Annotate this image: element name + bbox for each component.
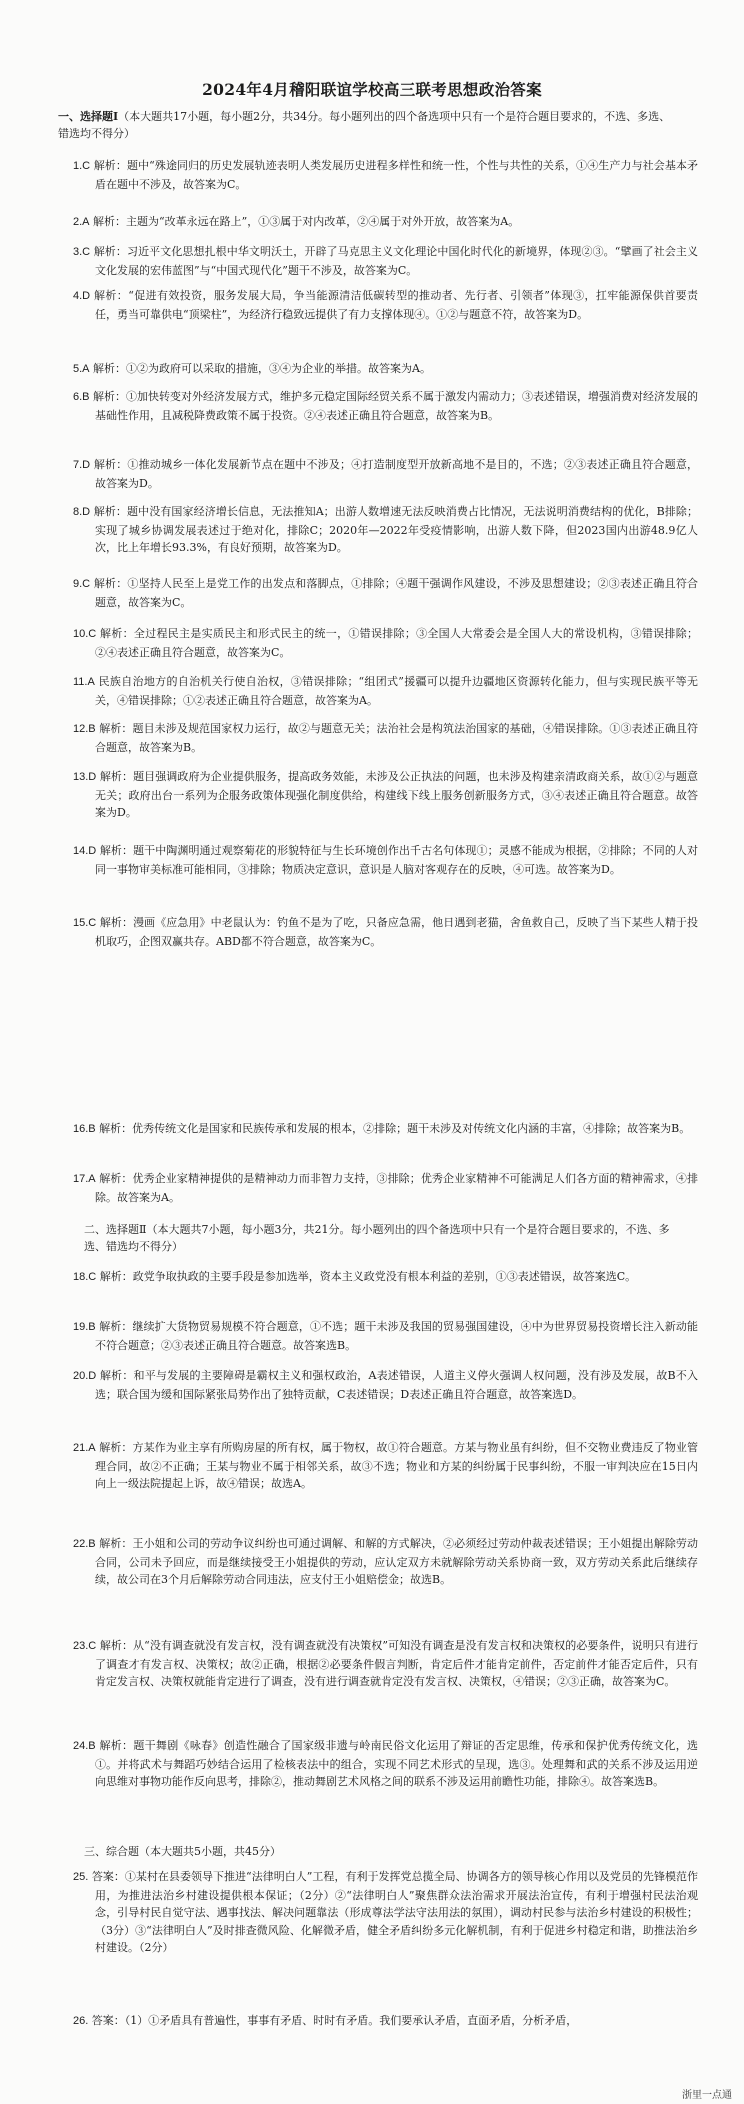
answer-number: 10.C	[73, 628, 97, 640]
section-1-header	[58, 108, 678, 142]
section-3-header: 三、综合题（本大题共5小题，共45分）	[84, 1845, 281, 1858]
answer-number: 13.D	[73, 771, 97, 783]
answer-number: 3.C	[73, 246, 91, 258]
answer-number: 25.	[73, 1871, 89, 1883]
answer-number: 17.A	[73, 1173, 96, 1185]
answer-item	[73, 768, 698, 822]
answer-item	[73, 213, 698, 232]
answer-number: 23.C	[73, 1640, 97, 1652]
answer-number: 20.D	[73, 1370, 97, 1382]
answer-number: 2.A	[73, 216, 90, 228]
answer-number: 7.D	[73, 459, 91, 471]
answer-number: 22.B	[73, 1538, 96, 1550]
answer-number: 6.B	[73, 391, 90, 403]
answer-text: 解析：题目未涉及规范国家权力运行，故②与题意无关；法治社会是构筑法治国家的基础，④错误排除。①③表述正确且符合题意，故答案为B。	[95, 722, 698, 754]
answer-item	[73, 1268, 698, 1287]
answer-text: 解析：①推动城乡一体化发展新节点在题中不涉及；④打造制度型开放新高地不是目的，不选；②③表述正确且符合题意，故答案为D。	[93, 458, 699, 490]
answer-item	[73, 1318, 698, 1354]
answer-item	[73, 673, 698, 709]
answer-item	[73, 1120, 698, 1139]
answer-text: 解析：①加快转变对外经济发展方式，维护多元稳定国际经贸关系不属于激发内需动力；③表述错误，增强消费对经济发展的基础性作用，且减税降费政策不属于投资。②④表述正确且符合题意，故答案为B。	[93, 390, 699, 422]
answer-text: 解析：优秀企业家精神提供的是精神动力而非智力支持，③排除；优秀企业家精神不可能满足人们各方面的精神需求，④排除。故答案为A。	[95, 1172, 698, 1204]
answer-number: 16.B	[73, 1123, 96, 1135]
answer-item	[73, 360, 698, 379]
answer-item	[73, 1170, 698, 1206]
answer-number: 1.C	[73, 160, 91, 172]
answer-item	[73, 157, 698, 193]
answer-number: 8.D	[73, 506, 91, 518]
answer-text: 解析：政党争取执政的主要手段是参加选举，资本主义政党没有根本利益的差别，①③表述错误，故答案选C。	[99, 1270, 637, 1283]
answer-item	[73, 1439, 698, 1493]
answer-item	[73, 456, 698, 492]
answer-text: 解析：题干舞剧《咏春》创造性融合了国家级非遗与岭南民俗文化运用了辩证的否定思维，传承和保护优秀传统文化，选①。并将武术与舞蹈巧妙结合运用了检核表法中的组合，实现不同艺术形式的呈现，选③。处理舞和武的关系不涉及运用逆向思维对事物功能作反向思考，排除②，推动舞剧艺术风格之间的联系不涉及运用前瞻性功能，排除④。故答案选B。	[95, 1739, 698, 1789]
answer-text: 解析：题干中陶渊明通过观察菊花的形貌特征与生长环境创作出千古名句体现①；灵感不能成为根据，②排除；不同的人对同一事物审美标准可能相同，③排除；物质决定意识，意识是人脑对客观存在的反映，④可选。故答案为D。	[95, 844, 698, 876]
answer-number: 12.B	[73, 723, 96, 735]
answer-text: 解析：方某作为业主享有所购房屋的所有权，属于物权，故①符合题意。方某与物业虽有纠纷，但不交物业费违反了物业管理合同，故②不正确；王某与物业不属于相邻关系，故③不选；物业和方某的纠纷属于民事纠纷，不服一审判决应在15日内向上一级法院提起上诉，故④错误；故选A。	[95, 1441, 698, 1491]
answer-number: 19.B	[73, 1321, 96, 1333]
answer-text: 解析：全过程民主是实质民主和形式民主的统一，①错误排除；③全国人大常委会是全国人大的常设机构，③错误排除；②④表述正确且符合题意，故答案为C。	[95, 627, 699, 659]
answer-text: 解析：习近平文化思想扎根中华文明沃土，开辟了马克思主义文化理论中国化时代化的新境界，体现②③。“擘画了社会主义文化发展的宏伟蓝图”与“中国式现代化”题干不涉及，故答案为C。	[93, 245, 699, 277]
answer-text: 解析：主题为“改革永远在路上”，①③属于对内改革，②④属于对外开放，故答案为A。	[93, 215, 520, 228]
section-1-label: 一、选择题Ⅰ	[58, 110, 119, 123]
answer-number: 24.B	[73, 1740, 96, 1752]
page-title: 2024年4月稽阳联谊学校高三联考思想政治答案	[202, 80, 542, 99]
answer-number: 5.A	[73, 363, 90, 375]
answer-text: 解析：从“没有调查就没有发言权，没有调查就没有决策权”可知没有调查是没有发言权和决策权的必要条件，说明只有进行了调查才有发言权、决策权；故②正确，根据②必要条件假言判断，肯定后件才能肯定前件，否定前件才能否定后件，只有肯定发言权、决策权就能肯定进行了调查，没有进行调查就肯定没有发言权、决策权，④错误；②③正确，故答案为C。	[95, 1639, 698, 1689]
answer-text: 解析：题中“殊途同归的历史发展轨迹表明人类发展历史进程多样性和统一性，个性与共性的关系，①④生产力与社会基本矛盾在题中不涉及，故答案为C。	[93, 159, 699, 191]
answer-number: 15.C	[73, 917, 97, 929]
answer-text: 解析：①②为政府可以采取的措施，③④为企业的举措。故答案为A。	[93, 362, 431, 375]
section-1-note: （本大题共17小题，每小题2分，共34分。每小题列出的四个备选项中只有一个是符合题目要求的，不选、多选、错选均不得分）	[58, 110, 671, 140]
answer-item	[73, 625, 698, 661]
answer-text: 民族自治地方的自治机关行使自治权，③错误排除；“组团式”援疆可以提升边疆地区资源转化能力，但与实现民族平等无关，④错误排除；①②表述正确且符合题意，故答案为A。	[95, 675, 698, 707]
answer-number: 4.D	[73, 290, 91, 302]
answer-item	[73, 1868, 698, 1957]
answer-text: 解析：漫画《应急用》中老鼠认为：钓鱼不是为了吃，只备应急需，他日遇到老猫，舍鱼救自己，反映了当下某些人精于投机取巧，企图双赢共存。ABD都不符合题意，故答案为C。	[95, 916, 698, 948]
answer-text: 解析：继续扩大货物贸易规模不符合题意，①不选；题干未涉及我国的贸易强国建设，④中为世界贸易投资增长注入新动能不符合题意；②③表述正确且符合题意。故答案选B。	[95, 1320, 698, 1352]
answer-number: 21.A	[73, 1442, 96, 1454]
section-2-header: 二、选择题Ⅱ（本大题共7小题，每小题3分，共21分。每小题列出的四个备选项中只有一个是符合题目要求的，不选、多选、错选均不得分）	[84, 1223, 670, 1253]
answer-text: 解析：王小姐和公司的劳动争议纠纷也可通过调解、和解的方式解决，②必须经过劳动仲裁表述错误；王小姐提出解除劳动合同，公司未予回应，而是继续接受王小姐提供的劳动，应认定双方未就解除劳动关系协商一致，双方劳动关系此后继续存续，故公司在3个月后解除劳动合同违法，应支付王小姐赔偿金；故选B。	[95, 1537, 698, 1587]
answer-item	[73, 842, 698, 878]
answer-item	[73, 243, 698, 279]
answer-item	[73, 1367, 698, 1403]
answer-item	[73, 720, 698, 756]
answer-item	[73, 503, 698, 557]
answer-item	[73, 1737, 698, 1791]
answer-item	[73, 575, 698, 611]
answer-number: 26.	[73, 2015, 89, 2027]
answer-item	[73, 914, 698, 950]
answer-item	[73, 2012, 698, 2031]
answer-item	[73, 388, 698, 424]
answer-text: 解析：和平与发展的主要障碍是霸权主义和强权政治，A表述错误，人道主义停火强调人权问题，没有涉及发展，故B不入选；联合国为缓和国际紧张局势作出了独特贡献，C表述错误；D表述正确且符合题意，故答案选D。	[95, 1369, 698, 1401]
answer-text: 解析：①坚持人民至上是党工作的出发点和落脚点，①排除；④题干强调作风建设，不涉及思想建设；②③表述正确且符合题意，故答案为C。	[93, 577, 699, 609]
answer-item	[73, 287, 698, 323]
answer-number: 11.A	[73, 676, 95, 688]
answer-item	[73, 1535, 698, 1589]
answer-text: 解析：优秀传统文化是国家和民族传承和发展的根本，②排除；题干未涉及对传统文化内涵的丰富，④排除；故答案为B。	[99, 1122, 691, 1135]
answer-number: 9.C	[73, 578, 91, 590]
answer-text: 解析：题目强调政府为企业提供服务，提高政务效能，未涉及公正执法的问题，也未涉及构建亲清政商关系，故①②与题意无关；政府出台一系列为企服务政策体现强化制度供给，构建线下线上服务创新服务方式，③④表述正确且符合题意。故答案为D。	[95, 770, 698, 820]
answer-text: 解析：“促进有效投资，服务发展大局，争当能源清洁低碳转型的推动者、先行者、引领者”体现③，扛牢能源保供首要责任，勇当可靠供电“顶梁柱”，为经济行稳致远提供了有力支撑体现④。①②与题意不符，故答案为D。	[94, 289, 698, 321]
answer-text: 解析：题中没有国家经济增长信息，无法推知A；出游人数增速无法反映消费占比情况，无法说明消费结构的优化，B排除；实现了城乡协调发展表述过于绝对化，排除C；2020年—2022年受疫情影响，出游人数下降，但2023国内出游48.9亿人次，比上年增长93.3%，有良好预期，故答案为D。	[93, 505, 699, 555]
answer-number: 18.C	[73, 1271, 97, 1283]
footer-watermark: 浙里一点通	[682, 2090, 732, 2101]
answer-item	[73, 1637, 698, 1691]
answer-text: 答案：①某村在县委领导下推进“法律明白人”工程，有利于发挥党总揽全局、协调各方的领导核心作用以及党员的先锋模范作用，为推进法治乡村建设提供根本保证；（2分）②“法律明白人”聚焦群众法治需求开展法治宣传，有利于增强村民法治观念，引导村民自觉守法、遇事找法、解决问题靠法（形成尊法学法守法用法的氛围），调动村民参与法治乡村建设的积极性；（3分）③“法律明白人”及时排查微风险、化解微矛盾，健全矛盾纠纷多元化解机制，有利于促进乡村稳定和谐，助推法治乡村建设。（2分）	[91, 1870, 698, 1955]
answer-number: 14.D	[73, 845, 97, 857]
answer-text: 答案：（1）①矛盾具有普遍性，事事有矛盾、时时有矛盾。我们要承认矛盾，直面矛盾，分析矛盾，	[91, 2014, 578, 2027]
